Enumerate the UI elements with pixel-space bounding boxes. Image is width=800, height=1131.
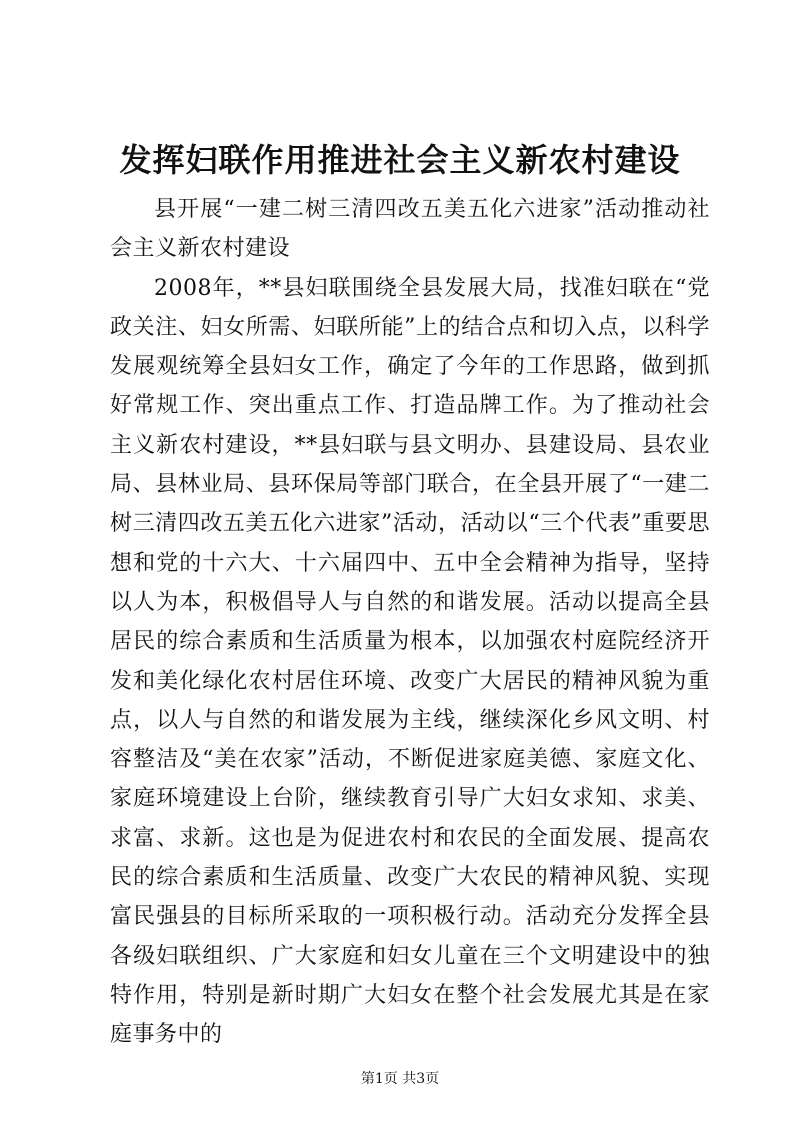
page-footer: 第1页 共3页 [360,1071,440,1087]
body-paragraph: 2008年，**县妇联围绕全县发展大局，找准妇联在“党政关注、妇女所需、妇联所能”上的结合点和切入点，以科学发展观统筹全县妇女工作，确定了今年的工作思路，做到抓好常规工作、突出重点工作、打造品牌工作。为了推动社会主义新农村建设，**县妇联与县文明办、县建设局、县农业局、县林业局、县环保局等部门联合，在全县开展了“一建二树三清四改五美五化六进家”活动，活动以“三个代表”重要思想和党的十六大、十六届四中、五中全会精神为指导，坚持以人为本，积极倡导人与自然的和谐发展。活动以提高全县居民的综合素质和生活质量为根本，以加强农村庭院经济开发和美化绿化农村居住环境、改变广大居民的精神风貌为重点，以人与自然的和谐发展为主线，继续深化乡风文明、村容整洁及“美在农家”活动，不断促进家庭美德、家庭文化、家庭环境建设上台阶，继续教育引导广大妇女求知、求美、求富、求新。这也是为促进农村和农民的全面发展、提高农民的综合素质和生活质量、改变广大农民的精神风貌、实现富民强县的目标所采取的一项积极行动。活动充分发挥全县各级妇联组织、广大家庭和妇女儿童在三个文明建设中的独特作用，特别是新时期广大妇女在整个社会发展尤其是在家庭事务中的 [110,275,710,1048]
document-body [110,190,710,1055]
subtitle-paragraph: 县开展“一建二树三清四改五美五化六进家”活动推动社会主义新农村建设 [110,197,710,262]
document-title: 发挥妇联作用推进社会主义新农村建设 [119,141,681,179]
